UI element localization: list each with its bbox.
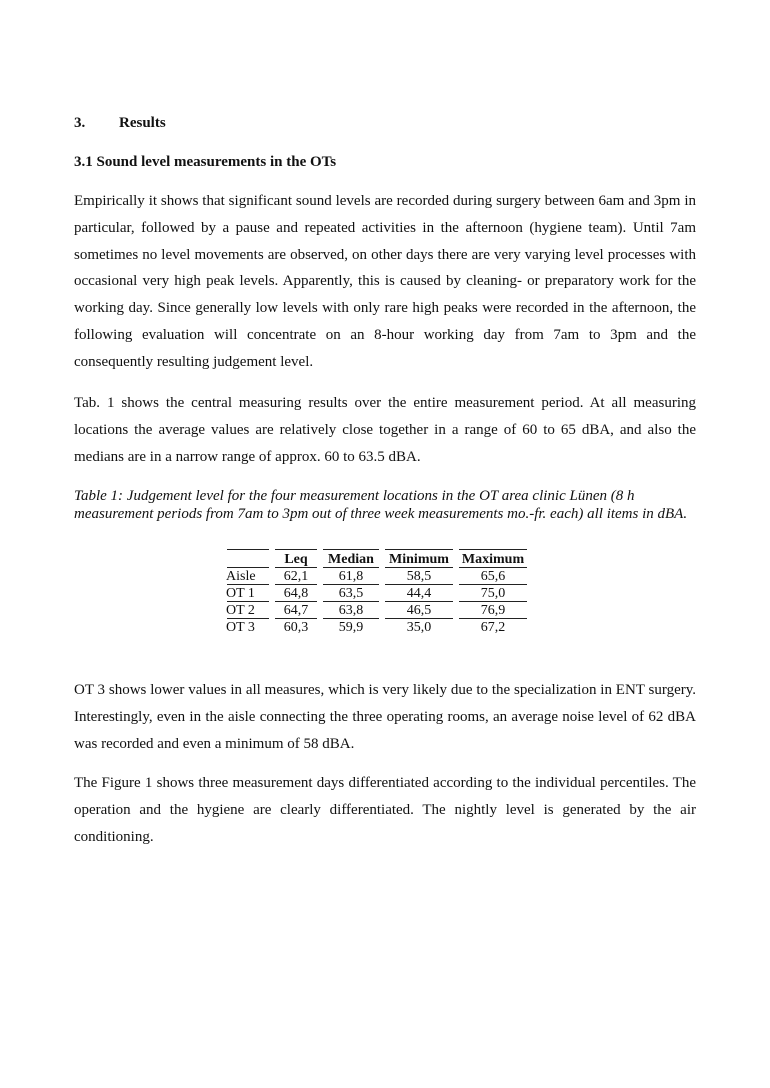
table-cell: 60,3: [283, 620, 309, 635]
table-header-cell: [224, 549, 272, 568]
table-cell: 46,5: [382, 602, 456, 619]
table-header-cell: Minimum: [382, 549, 456, 568]
section-number: 3.: [74, 115, 86, 131]
paragraph-figure-ref: The Figure 1 shows three measurement days differentiated according to the individual percentiles. The operation and the hygiene are clearly differentiated. The nightly level is generated by the air conditioning.: [74, 775, 696, 845]
table-cell: 63,5: [320, 585, 382, 602]
table-cell: 35,0: [406, 620, 432, 635]
results-table: [224, 549, 530, 636]
table-cell: 58,5: [382, 568, 456, 585]
table-row-label: OT 1: [224, 585, 272, 602]
table-cell: 75,0: [456, 585, 530, 602]
table-row-label: OT 3: [226, 620, 255, 635]
subsection-heading: 3.1 Sound level measurements in the OTs: [74, 154, 337, 170]
table-cell: 64,7: [272, 602, 320, 619]
table-row: [224, 585, 530, 602]
table-cell: 44,4: [382, 585, 456, 602]
table-row-label: OT 2: [224, 602, 272, 619]
table-header-row: [224, 549, 530, 568]
table-cell: 61,8: [320, 568, 382, 585]
table-cell: 76,9: [456, 602, 530, 619]
table-row-label: Aisle: [224, 568, 272, 585]
section-heading: [74, 114, 166, 132]
table-cell: 67,2: [480, 620, 506, 635]
table-cell: 63,8: [320, 602, 382, 619]
table-cell: 65,6: [456, 568, 530, 585]
table-header-cell: Leq: [272, 549, 320, 568]
table-row: [224, 568, 530, 585]
table-caption: Table 1: Judgement level for the four measurement locations in the OT area clinic Lünen (8 h measurement periods from 7am to 3pm out of three week measurements mo.-fr. each) all items in dBA.: [74, 488, 688, 522]
paragraph-empirical: Empirically it shows that significant sound levels are recorded during surgery between 6am and 3pm in particular, followed by a pause and repeated activities in the afternoon (hygiene team). Until 7am sometimes no level movements are observed, on other days there are very varying level processes with occasional very high peak levels. Apparently, this is caused by cleaning- or preparatory work for the working day. Since generally low levels with only rare high peaks were recorded in the afternoon, the following evaluation will concentrate on an 8-hour working day from 7am to 3pm and the consequently resulting judgement level.: [74, 193, 696, 370]
paragraph-table-intro: Tab. 1 shows the central measuring results over the entire measurement period. At all measuring locations the average values are relatively close together in a range of 60 to 65 dBA, and also the medians are in a narrow range of approx. 60 to 63.5 dBA.: [74, 395, 696, 465]
table-header-cell: Median: [320, 549, 382, 568]
section-title: Results: [119, 115, 166, 131]
table-cell: 62,1: [272, 568, 320, 585]
table-cell: 59,9: [338, 620, 364, 635]
table-row: [224, 602, 530, 619]
table-cell: 64,8: [272, 585, 320, 602]
table-row: [224, 619, 530, 636]
paragraph-ot3: OT 3 shows lower values in all measures, which is very likely due to the specialization in ENT surgery. Interestingly, even in the aisle connecting the three operating rooms, an average noise level of 62 dBA was recorded and even a minimum of 58 dBA.: [74, 682, 696, 752]
table-header-cell: Maximum: [456, 549, 530, 568]
